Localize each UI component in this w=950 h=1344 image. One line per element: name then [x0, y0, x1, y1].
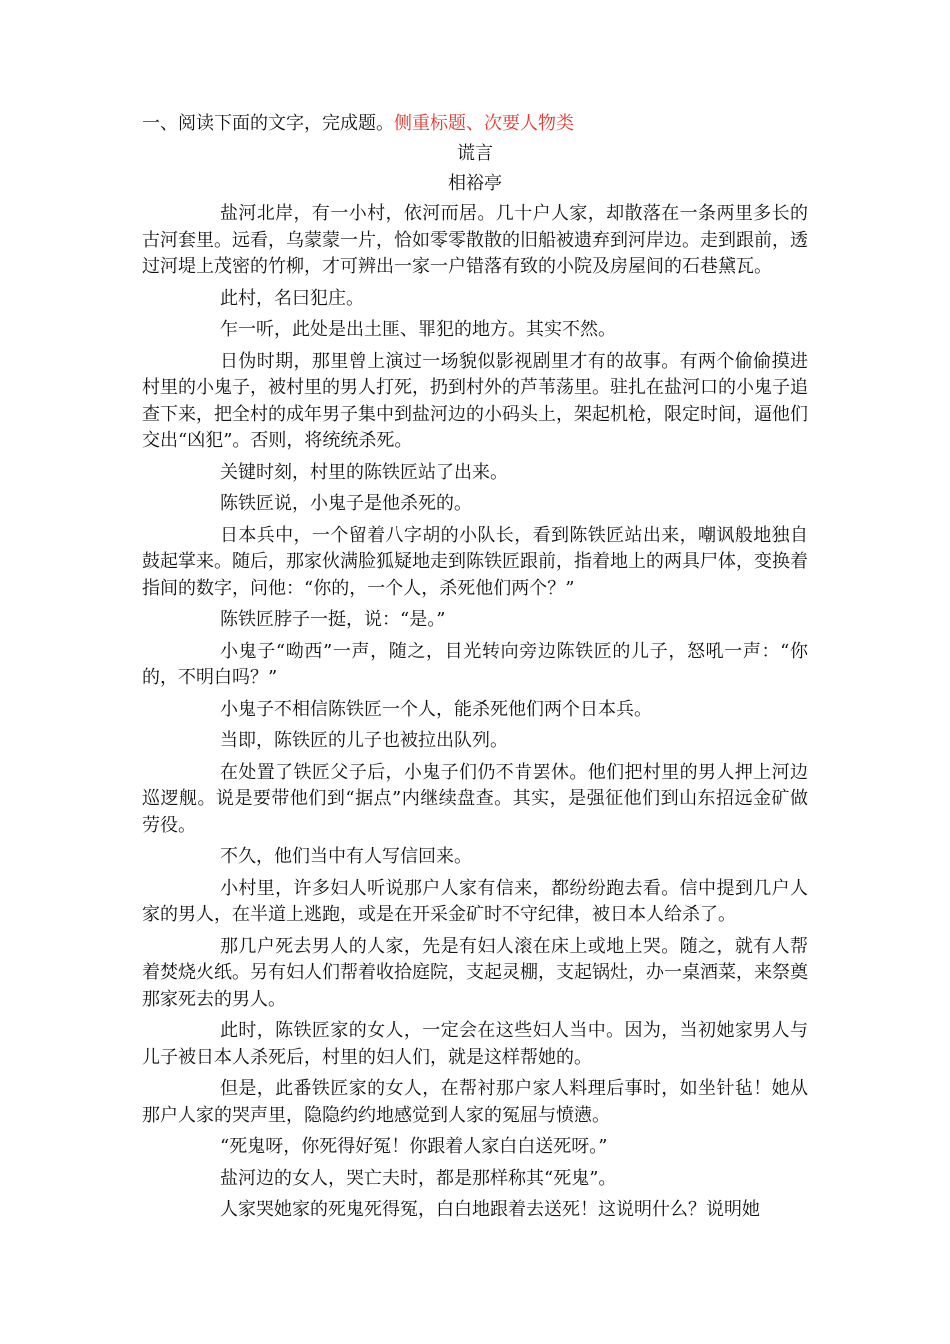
- paragraph: 不久，他们当中有人写信回来。: [220, 846, 472, 867]
- paragraph: 人家哭她家的死鬼死得冤，白白地跟着去送死！这说明什么？说明她: [220, 1199, 760, 1220]
- paragraph: 关键时刻，村里的陈铁匠站了出来。: [220, 461, 508, 483]
- paragraph: 当即，陈铁匠的儿子也被拉出队列。: [220, 730, 508, 751]
- question-heading: [142, 111, 808, 141]
- paragraph: 此时，陈铁匠家的女人，一定会在这些妇人当中。因为，当初她家男人与儿子被日本人杀死后，村里的妇人们，就是这样帮她的。: [142, 1020, 808, 1068]
- paragraph: 但是，此番铁匠家的女人，在帮衬那户家人料理后事时，如坐针毡！她从那户人家的哭声里，隐隐约约地感觉到人家的冤屈与愤懑。: [142, 1078, 808, 1126]
- paragraph: 陈铁匠脖子一挺，说：“是。”: [220, 609, 446, 630]
- paragraph: 日伪时期，那里曾上演过一场貌似影视剧里才有的故事。有两个偷偷摸进村里的小鬼子，被村里的男人打死，扔到村外的芦苇荡里。驻扎在盐河口的小鬼子追查下来，把全村的成年男子集中到盐河边的小码头上，架起机枪，限定时间，逼他们交出“凶犯”。否则，将统统杀死。: [142, 350, 808, 451]
- question-instruction: 一、阅读下面的文字，完成题。: [142, 113, 394, 134]
- paragraph: 小村里，许多妇人听说那户人家有信来，都纷纷跑去看。信中提到几户人家的男人，在半道上逃跑，或是在开采金矿时不守纪律，被日本人给杀了。: [142, 877, 808, 925]
- paragraph: 在处置了铁匠父子后，小鬼子们仍不肯罢休。他们把村里的男人押上河边巡逻舰。说是要带他们到“据点”内继续盘查。其实，是强征他们到山东招远金矿做劳役。: [142, 761, 808, 836]
- article-author: 相裕亭: [448, 173, 502, 194]
- paragraph: 日本兵中，一个留着八字胡的小队长，看到陈铁匠站出来，嘲讽般地独自鼓起掌来。随后，那家伙满脸狐疑地走到陈铁匠跟前，指着地上的两具尸体，变换着指间的数字，问他：“你的，一个人，杀死他们两个？”: [142, 524, 808, 599]
- article-title: 谎言: [457, 143, 493, 164]
- paragraph: 小鬼子不相信陈铁匠一个人，能杀死他们两个日本兵。: [220, 698, 652, 720]
- document-content: [142, 111, 808, 1229]
- paragraph: 此村，名曰犯庄。: [220, 287, 364, 309]
- paragraph: 陈铁匠说，小鬼子是他杀死的。: [220, 493, 472, 514]
- question-category-tag: 侧重标题、次要人物类: [394, 113, 574, 134]
- paragraph: 盐河边的女人，哭亡夫时，都是那样称其“死鬼”。: [220, 1167, 617, 1189]
- paragraph: 乍一听，此处是出土匪、罪犯的地方。其实不然。: [220, 319, 616, 340]
- paragraph: 那几户死去男人的人家，先是有妇人滚在床上或地上哭。随之，就有人帮着焚烧火纸。另有妇人们帮着收拾庭院，支起灵棚，支起锅灶，办一桌酒菜，来祭奠那家死去的男人。: [142, 935, 808, 1010]
- paragraph: “死鬼呀，你死得好冤！你跟着人家白白送死呀。”: [220, 1136, 608, 1157]
- paragraph: 盐河北岸，有一小村，依河而居。几十户人家，却散落在一条两里多长的古河套里。远看，乌蒙蒙一片，恰如零零散散的旧船被遗弃到河岸边。走到跟前，透过河堤上茂密的竹柳，才可辨出一家一户错落有致的小院及房屋间的石巷黛瓦。: [142, 203, 808, 277]
- paragraph: 小鬼子“呦西”一声，随之，目光转向旁边陈铁匠的儿子，怒吼一声：“你的，不明白吗？”: [142, 640, 808, 688]
